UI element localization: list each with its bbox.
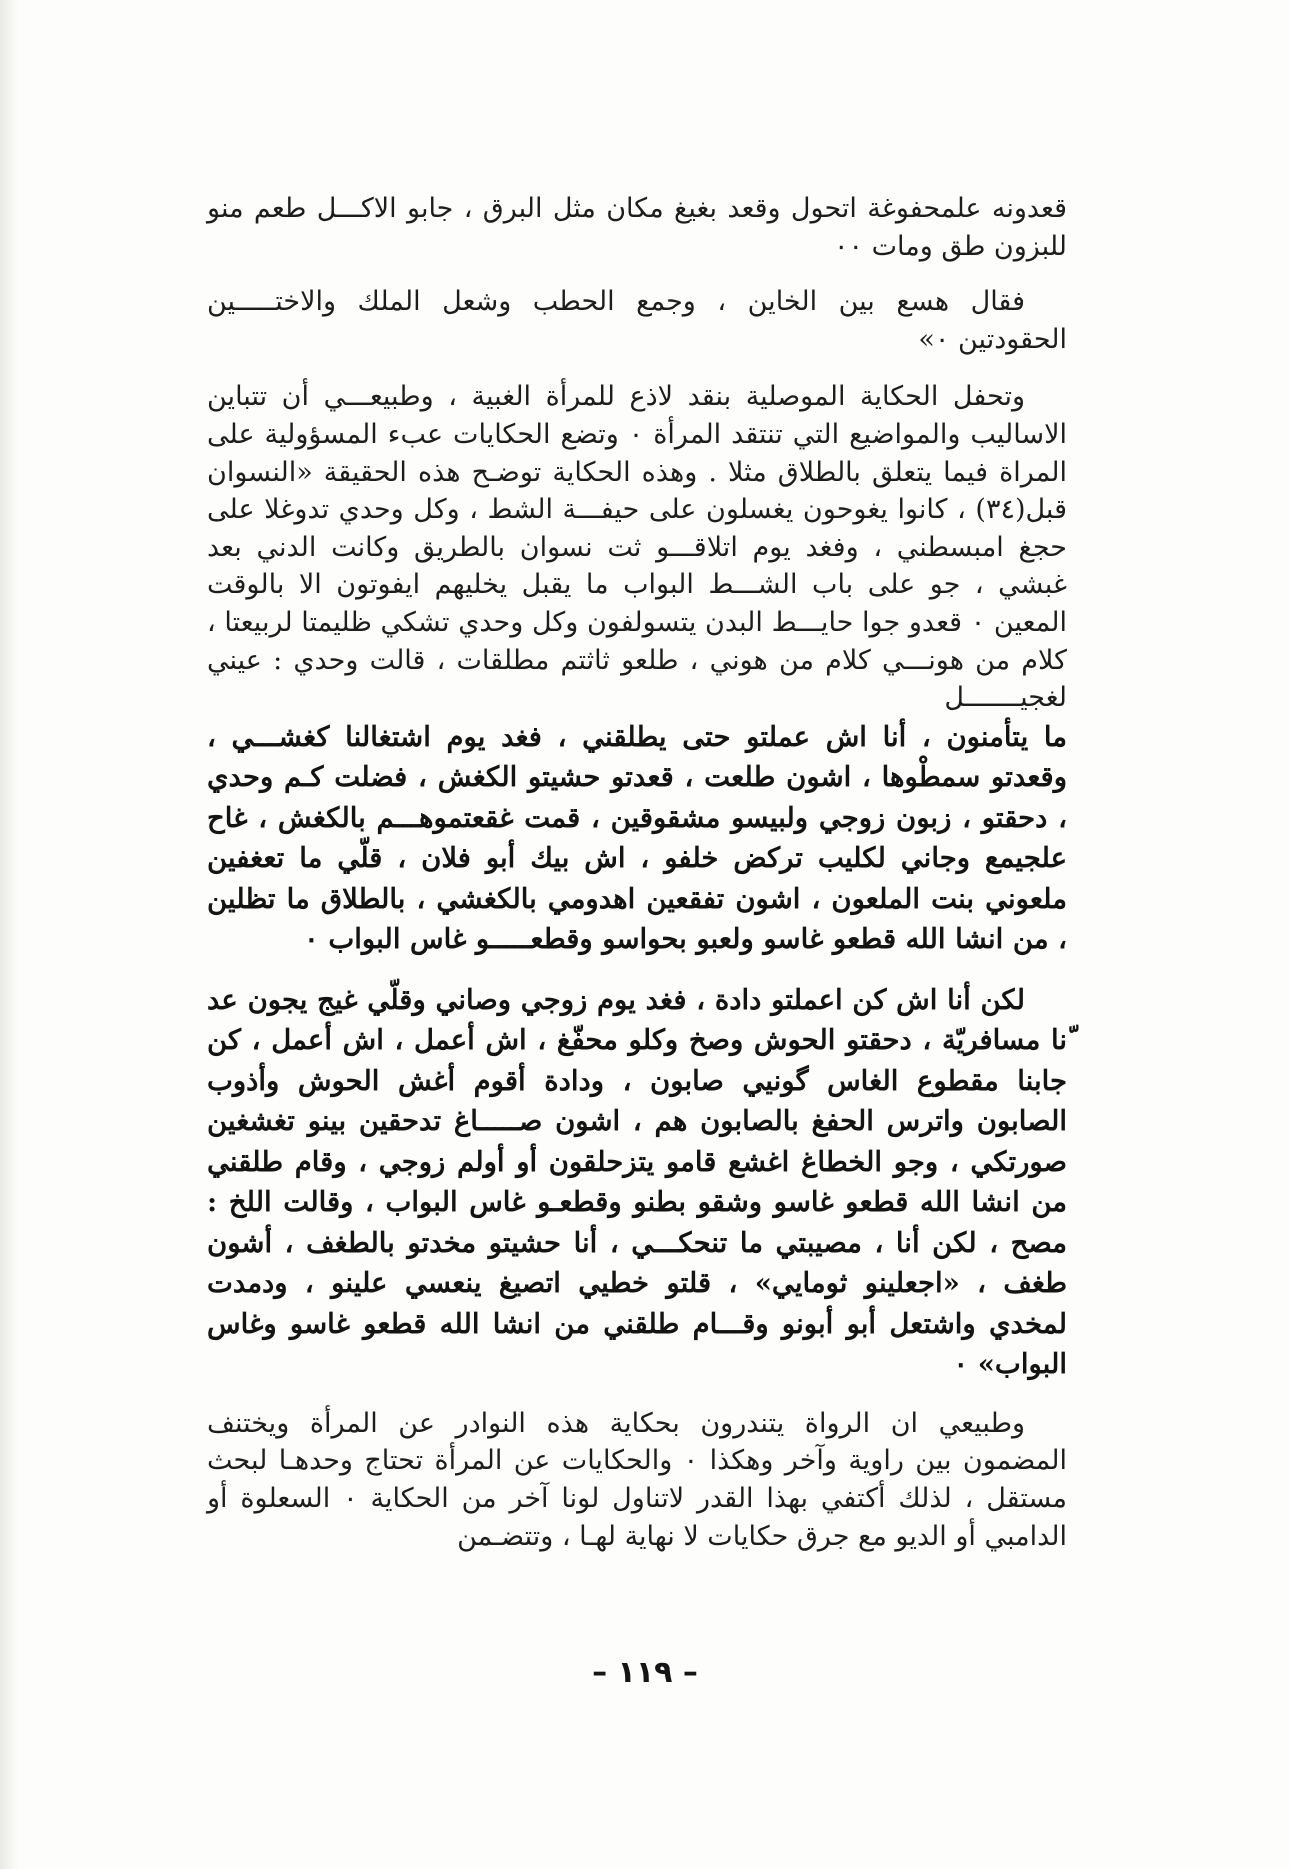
- paragraph-2: فقال هسع بين الخاين ، وجمع الحطب وشعل الملك والاختـــــين الحقودتين ٠»: [207, 286, 1067, 355]
- paragraph-5: لكن أنا اش كن اعملتو دادة ، فغد يوم زوجي وصاني وقلّي غيج يجون عد ّنا مسافريّة ، دحقتو الحوش وصخ وكلو محفّغ ، اش أعمل ، اش أعمل ، كن جابنا مقطوع الغاس گونيي صابون ، ودادة أقوم أغش الحوش وأذوب الصابون واترس الحفغ بالصابون هم ، اشون صـــــاغ تدحقين بينو تغشغين صورتكي ، وجو الخطاغ اغشع قامو يتزحلقون أو أولم زوجي ، وقام طلقني من انشا الله قطعو غاسو وشقو بطنو وقطعـو غاس البواب ، وقالت اللخ : مصح ، لكن أنا ، مصيبتي ما تنحكـــي ، أنا حشيتو مخدتو بالطغف ، أشون طغف ، «اجعلينو ثومايي» ، قلتو خطيي اتصيغ ينعسي علينو ، ودمدت لمخدي واشتعل أبو أبونو وقـــام طلقني من انشا الله قطعو غاسو وغاس البواب» ٠: [207, 983, 1067, 1381]
- paragraph-6: وطبيعي ان الرواة يتندرون بحكاية هذه النوادر عن المرأة ويختنف المضمون بين راوية وآخر وهكذا ٠ والحكايات عن المرأة تحتاج وحدهـا لبحث مستقل ، لذلك أكتفي بهذا القدر لاتناول لونا آخر من الحكاية ٠ السعلوة أو الدامبي أو الديو مع جرق حكايات لا نهاية لهـا ، وتتضـمن: [207, 1407, 1068, 1552]
- paragraph-1: قعدونه علمحفوغة اتحول وقعد بغيغ مكان مثل البرق ، جابو الاكـــل طعم منو للبزون طق ومات ٠٠: [207, 193, 1067, 262]
- page-number: – ١١٩ –: [592, 1655, 698, 1690]
- paragraph-4: ما يتأمنون ، أنا اش عملتو حتى يطلقني ، فغد يوم اشتغالنا كغشـــي ، وقعدتو سمطْوها ، اشون طلعت ، قعدتو حشيتو الكغش ، فضلت كـم وحدي ، دحقتو ، زبون زوجي ولبيسو مشقوقين ، قمت غقعتموهـــم بالكغش ، غاح علجيمع وجاني لكليب تركض خلفو ، اش بيك أبو فلان ، قلّي ما تعغفين ملعوني بنت الملعون ، اشون تفقعين اهدومي بالكغشي ، بالطلاق ما تظلين ، من انشا الله قطعو غاسو ولعبو بحواسو وقطعـــــو غاس البواب ٠: [207, 720, 1067, 956]
- paragraph-3: وتحفل الحكاية الموصلية بنقد لاذع للمرأة الغبية ، وطبيعـــي أن تتباين الاساليب والمواضيع التي تنتقد المرأة ٠ وتضع الحكايات عبء المسؤولية على المراة فيما يتعلق بالطلاق مثلا . وهذه الحكاية توضـح هذه الحقيقة «النسوان قبل(٣٤) ، كانوا يغوحون يغسلون على حيفـــة الشط ، وكل وحدي تدوغلا على حجغ امبسطني ، وفغد يوم اتلاقـــو ثت نسوان بالطريق وكانت الدني بعد غبشي ، جو على باب الشـــط البواب ما يقبل يخليهم ايفوتون الا بالوقت المعين ٠ قعدو جوا حايـــط البدن يتسولفون وكل وحدي تشكي ظليمتا لربيعتا ، كلام من هونـــي كلام من هوني ، طلعو ثاثتم مطلقات ، قالت وحدي : عيني لغجيـــــــل: [207, 381, 1067, 714]
- scan-edge-shadow: [0, 0, 18, 1869]
- body-text: [207, 190, 1067, 1555]
